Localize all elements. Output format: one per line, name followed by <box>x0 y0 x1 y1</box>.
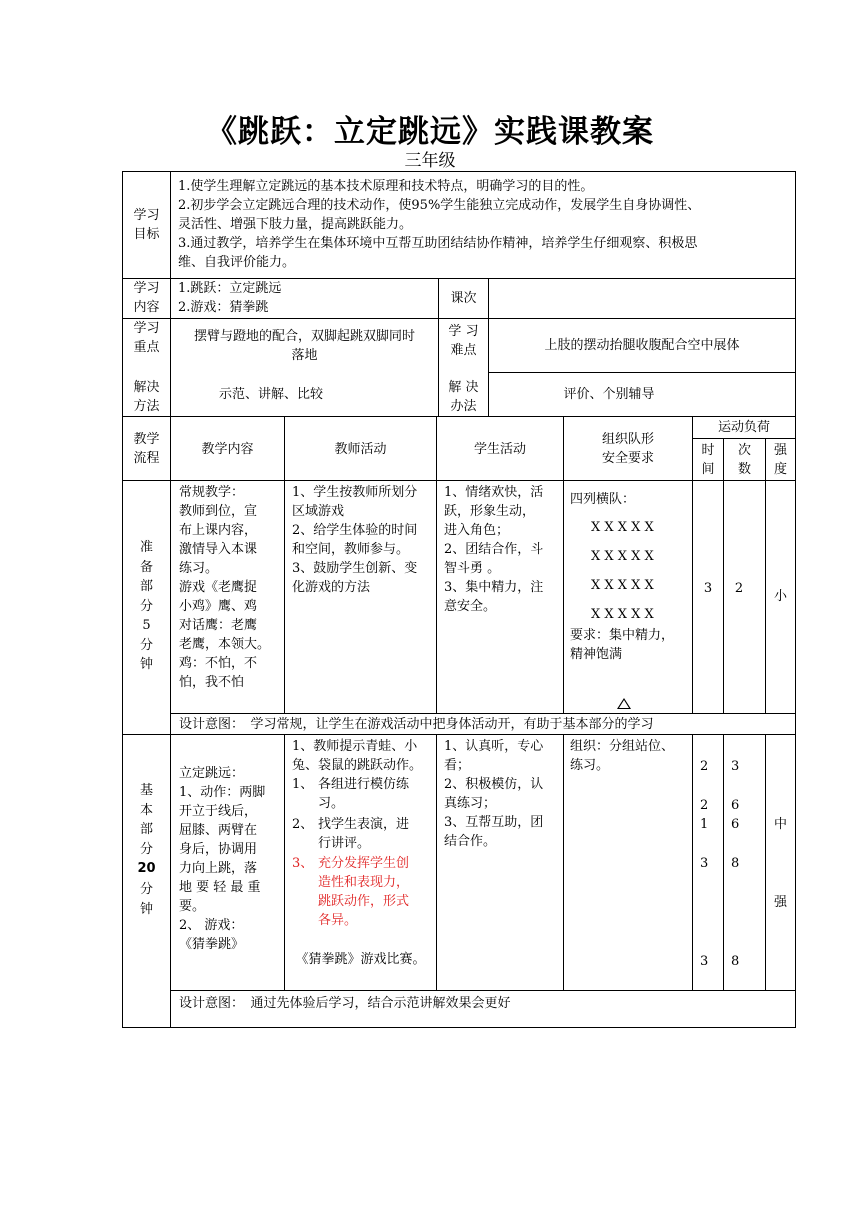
basic-time: 2 <box>700 798 709 813</box>
row-divider <box>122 318 796 319</box>
basic-teacher-intro: 1、教师提示青蛙、小 兔、袋鼠的跳跃动作。 <box>292 739 423 773</box>
content-label: 学习 内容 <box>133 281 160 315</box>
teacher-item-text: 各组进行模仿练 习。 <box>318 777 410 811</box>
table-border-right <box>795 171 796 1028</box>
row-divider <box>122 416 796 417</box>
teacher-item-text: 充分发挥学生创 造性和表现力， 跳跃动作，形式 各异。 <box>318 856 410 928</box>
basic-count: 6 <box>731 817 740 832</box>
prep-org-title: 四列横队： <box>570 492 636 507</box>
method-text-2: 评价、个别辅导 <box>563 387 655 402</box>
lesson-number-label: 课次 <box>450 291 477 306</box>
col-divider <box>723 734 724 990</box>
basic-intensity: 中 <box>773 817 787 832</box>
basic-content: 立定跳远： 1、动作：两脚 开立于线后， 屈膝、两臂在 身后，协调用 力向上跳，落 地 要 轻 最 重 要。 2、 游戏： 《猜拳跳》 <box>179 766 266 952</box>
formation-row: X X X X X <box>591 578 654 593</box>
col-divider <box>284 416 285 713</box>
teacher-header: 教师活动 <box>334 442 387 457</box>
col-divider <box>436 734 437 990</box>
col-divider <box>723 438 724 713</box>
basic-count: 8 <box>731 954 740 969</box>
count-header: 次 数 <box>737 443 751 477</box>
basic-count: 3 <box>731 759 740 774</box>
basic-time: 1 <box>700 817 709 832</box>
basic-section-label-top: 基 本 部 分 <box>139 783 153 857</box>
teacher-item-number: 1、 <box>292 777 314 792</box>
page-title: 《跳跃：立定跳远》实践课教案 <box>206 114 654 150</box>
intensity-header: 强 度 <box>773 443 787 477</box>
org-header: 组织队形 安全要求 <box>601 432 654 466</box>
focus-text: 摆臂与蹬地的配合，双脚起跳双脚同时 落地 <box>193 329 415 363</box>
basic-time: 3 <box>700 856 709 871</box>
objective-line: 2.初步学会立定跳远合理的技术动作，使95%学生能独立完成动作，发展学生自身协调性、 <box>178 198 701 213</box>
prep-teacher-activity: 1、学生按教师所划分 区域游戏 2、给学生体验的时间 和空间，教师参与。 3、鼓励学生创新、变 化游戏的方法 <box>292 485 418 595</box>
objectives-text <box>178 177 794 272</box>
basic-teacher-game: 《猜拳跳》游戏比赛。 <box>295 952 426 967</box>
row-divider <box>122 480 796 481</box>
basic-org: 组织：分组站位、 练习。 <box>570 739 675 773</box>
prep-intensity: 小 <box>773 589 787 604</box>
focus-label: 学习 重点 <box>133 321 160 355</box>
row-divider <box>122 734 796 735</box>
col-divider <box>563 734 564 990</box>
prep-org-requirement: 要求：集中精力， 精神饱满 <box>570 628 675 662</box>
col-divider <box>170 171 171 1028</box>
prep-content: 常规教学： 教师到位，宣 布上课内容， 激情导入本课 练习。 游戏《老鹰捉 小鸡》鹰、鸡 对话鹰：老鹰 老鹰，本领大。 鸡：不怕，不 怕，我不怕 <box>179 485 271 690</box>
basic-time: 2 <box>700 759 709 774</box>
teacher-item-text: 找学生表演，进 行讲评。 <box>318 817 410 851</box>
teacher-item-number: 3、 <box>292 856 314 871</box>
teacher-item-number: 2、 <box>292 817 314 832</box>
col-divider <box>765 438 766 713</box>
col-divider <box>436 416 437 713</box>
col-divider <box>765 734 766 990</box>
formation-row: X X X X X <box>591 520 654 535</box>
table-border-bottom <box>122 1027 796 1028</box>
grade-label: 三年级 <box>404 151 456 171</box>
time-header: 时 间 <box>701 443 715 477</box>
student-header: 学生活动 <box>473 442 526 457</box>
difficulty-text: 上肢的摆动抬腿收腹配合空中展体 <box>544 338 740 353</box>
objective-line: 1.使学生理解立定跳远的基本技术原理和技术特点，明确学习的目的性。 <box>178 179 594 194</box>
basic-count: 6 <box>731 798 740 813</box>
prep-design-intent: 设计意图： 学习常规，让学生在游戏活动中把身体活动开，有助于基本部分的学习 <box>179 717 654 732</box>
objective-line: 灵活性、增强下肢力量，提高跳跃能力。 <box>178 217 413 232</box>
method-label: 解决 方法 <box>133 380 160 414</box>
basic-count: 8 <box>731 856 740 871</box>
objective-line: 维、自我评价能力。 <box>178 255 296 270</box>
prep-student-activity: 1、情绪欢快，活 跃，形象生动， 进入角色； 2、团结合作，斗 智斗勇 。 3、集中精力，注 意安全。 <box>444 485 544 614</box>
row-divider <box>692 438 796 439</box>
col-divider <box>692 734 693 990</box>
basic-section-label-bottom: 分 钟 <box>139 882 153 917</box>
method-text: 示范、讲解、比较 <box>218 387 323 402</box>
basic-intensity: 强 <box>773 895 787 910</box>
basic-design-intent: 设计意图： 通过先体验后学习，结合示范讲解效果会更好 <box>179 996 511 1011</box>
content-header: 教学内容 <box>201 442 254 457</box>
table-border-top <box>122 171 796 172</box>
basic-time: 3 <box>700 954 709 969</box>
content-text: 1.跳跃：立定跳远 2.游戏：猜拳跳 <box>178 281 282 315</box>
basic-section-minutes: 20 <box>137 861 156 876</box>
formation-row: X X X X X <box>591 549 654 564</box>
method-label-2: 解 决 办法 <box>448 380 479 414</box>
prep-time: 3 <box>703 581 713 596</box>
flow-header: 教学 流程 <box>133 432 160 466</box>
row-divider <box>170 990 796 991</box>
formation-row: X X X X X <box>591 607 654 622</box>
objective-line: 3.通过教学，培养学生在集体环境中互帮互助团结结协作精神，培养学生仔细观察、积极思 <box>178 236 698 251</box>
basic-student-activity: 1、认真听，专心 看； 2、积极模仿，认 真练习； 3、互帮互助，团 结合作。 <box>444 739 544 849</box>
objectives-label: 学习 目标 <box>133 208 160 242</box>
row-divider <box>488 372 796 373</box>
row-divider <box>170 713 796 714</box>
load-header: 运动负荷 <box>717 420 770 435</box>
prep-section-label: 准 备 部 分 5 分 钟 <box>139 540 153 672</box>
difficulty-label: 学 习 难点 <box>448 324 479 358</box>
prep-count: 2 <box>734 581 744 596</box>
teacher-position-triangle-icon <box>617 698 631 709</box>
